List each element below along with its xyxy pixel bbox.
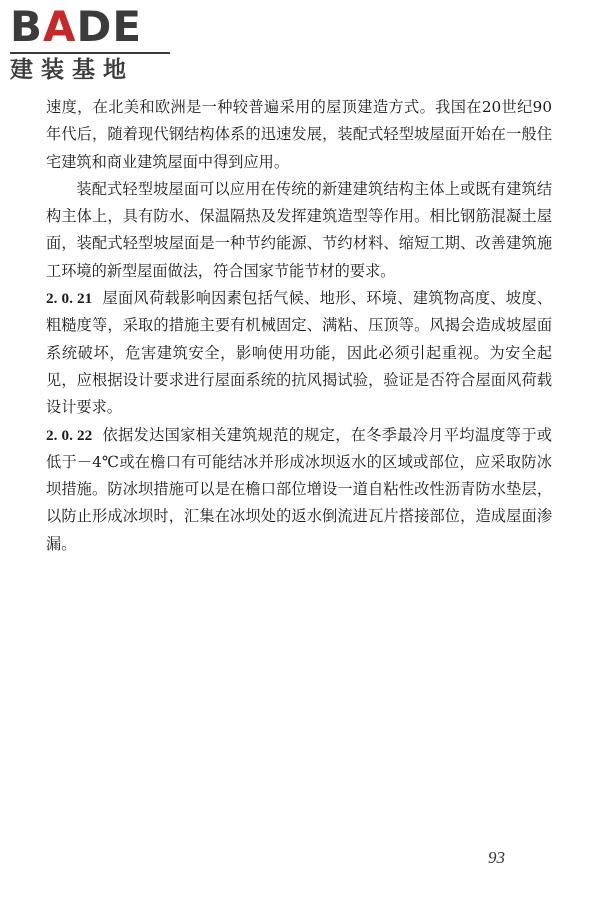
clause-number: 2. 0. 22 bbox=[46, 426, 93, 444]
logo bbox=[10, 4, 190, 86]
clause-text: 依据发达国家相关建筑规范的规定，在冬季最冷月平均温度等于或低于－4℃或在檐口有可能结冰并形成冰坝返水的区域或部位，应采取防冰坝措施。防冰坝措施可以是在檐口部位增设一道自粘性改性沥青防水垫层，以防止形成冰坝时，汇集在冰坝处的返水倒流进瓦片搭接部位，造成屋面渗漏。 bbox=[46, 425, 553, 553]
clause-2-0-21 bbox=[46, 285, 552, 421]
paragraph-1-text: 速度，在北美和欧洲是一种较普遍采用的屋顶建造方式。我国在20世纪90年代后，随着现代钢结构体系的迅速发展，装配式轻型坡屋面开始在一般住宅建筑和商业建筑屋面中得到应用。 bbox=[46, 98, 552, 171]
logo-letters-de: DE bbox=[76, 2, 143, 51]
page-number: 93 bbox=[488, 848, 505, 867]
logo-letter-b: B bbox=[10, 2, 44, 51]
clause-number: 2. 0. 21 bbox=[46, 290, 93, 308]
document-body bbox=[46, 94, 552, 558]
logo-letter-a-accent: A bbox=[43, 2, 77, 51]
clause-text: 屋面风荷载影响因素包括气候、地形、环境、建筑物高度、坡度、粗糙度等，采取的措施主要有机械固定、满粘、压顶等。风揭会造成坡屋面系统破坏，危害建筑安全，影响使用功能，因此必须引起重视。为安全起见，应根据设计要求进行屋面系统的抗风揭试验，验证是否符合屋面风荷载设计要求。 bbox=[46, 289, 553, 417]
paragraph-2 bbox=[46, 176, 552, 285]
logo-divider bbox=[10, 52, 170, 54]
paragraph-1 bbox=[46, 94, 552, 176]
logo-subtitle: 建装基地 bbox=[10, 57, 134, 83]
paragraph-2-text: 装配式轻型坡屋面可以应用在传统的新建建筑结构主体上或既有建筑结构主体上，具有防水、保温隔热及发挥建筑造型等作用。相比钢筋混凝土屋面，装配式轻型坡屋面是一种节约能源、节约材料、缩短工期、改善建筑施工环境的新型屋面做法，符合国家节能节材的要求。 bbox=[46, 179, 552, 280]
logo-wordmark bbox=[10, 4, 142, 50]
clause-2-0-22 bbox=[46, 422, 552, 558]
